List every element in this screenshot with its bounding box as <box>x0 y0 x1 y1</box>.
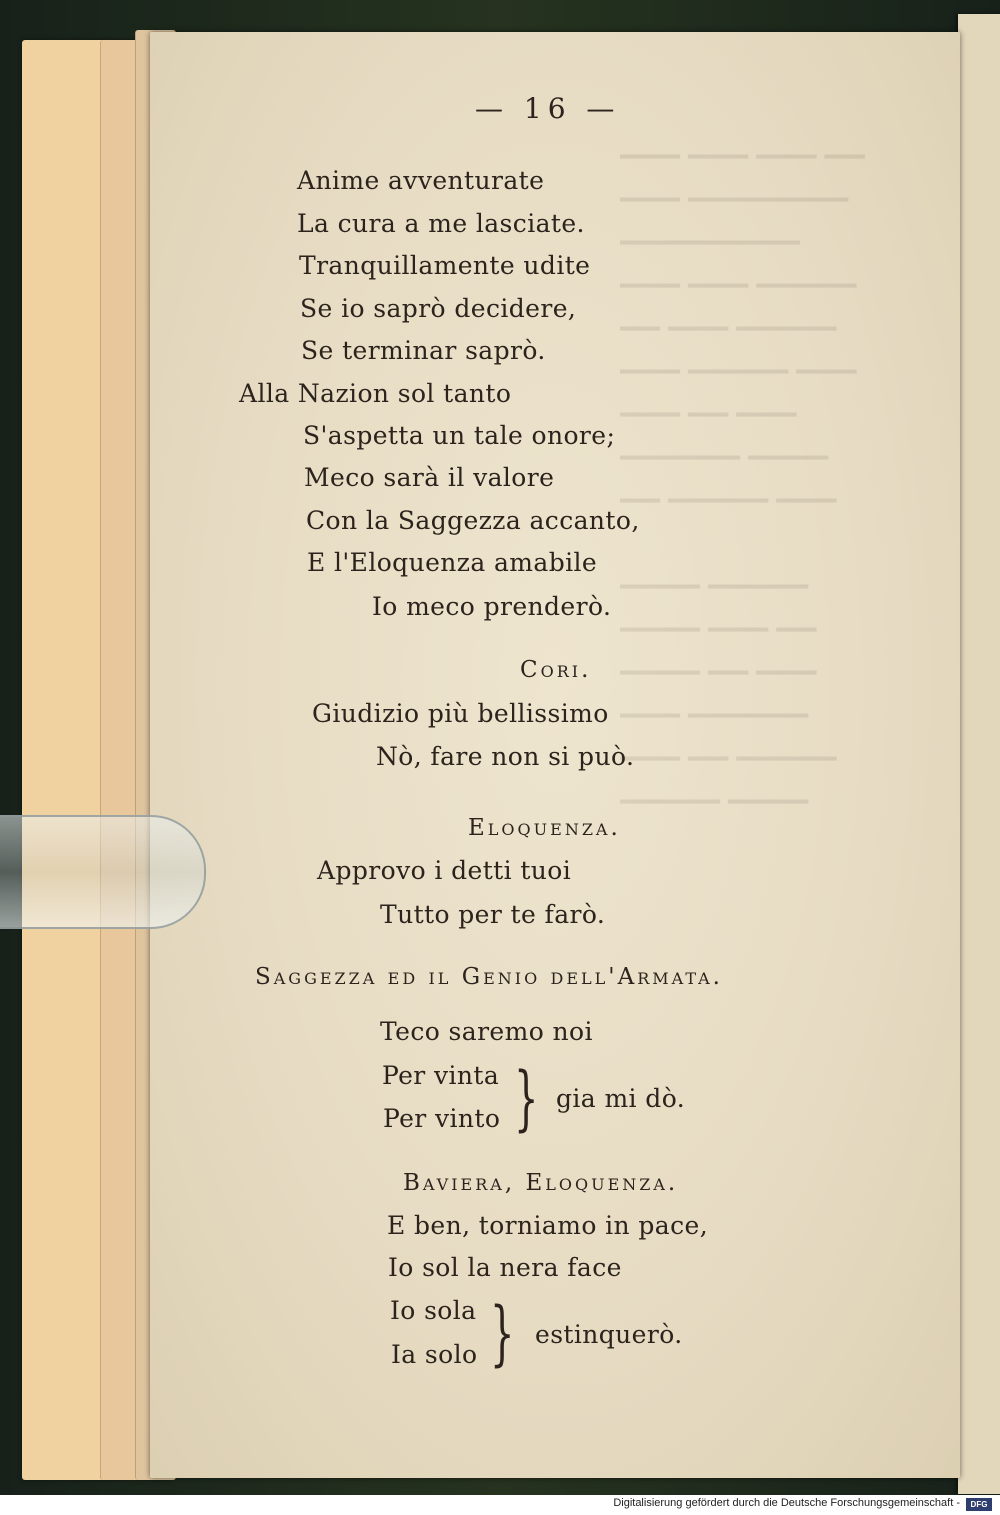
dfg-logo-icon: DFG <box>966 1498 992 1511</box>
verse-line: Con la Saggezza accanto, <box>306 506 640 535</box>
verse-line: E ben, torniamo in pace, <box>387 1211 709 1240</box>
verse-line: S'aspetta un tale onore; <box>303 421 616 450</box>
verse-line: Se io saprò decidere, <box>300 294 577 323</box>
verse-line: Io sola <box>390 1296 477 1325</box>
verse-line: Tutto per te farò. <box>380 900 606 929</box>
verse-line: gia mi dò. <box>556 1084 686 1113</box>
verse-line: Ia solo <box>391 1340 478 1369</box>
verse-line: Tranquillamente udite <box>299 251 591 280</box>
verse-line: Io sol la nera face <box>388 1253 622 1282</box>
verse-line: Alla Nazion sol tanto <box>239 379 512 408</box>
verse-line: Meco sarà il valore <box>304 463 555 492</box>
verse-line: Teco saremo noi <box>380 1017 593 1046</box>
verse-line: E l'Eloquenza amabile <box>307 548 598 577</box>
verse-line: estinquerò. <box>535 1320 683 1349</box>
page-number: — 16 — <box>475 92 621 125</box>
speaker-heading: Cori. <box>520 657 592 683</box>
verse-line: Giudizio più bellissimo <box>312 699 609 728</box>
verse-line: Per vinta <box>382 1061 500 1090</box>
verse-line: Approvo i detti tuoi <box>317 856 572 885</box>
footer-credit: Digitalisierung gefördert durch die Deutsche Forschungsgemeinschaft - <box>613 1497 960 1509</box>
speaker-heading: Baviera, Eloquenza. <box>403 1170 679 1196</box>
verse-line: Anime avventurate <box>297 166 545 195</box>
verse-line: Io meco prenderò. <box>372 592 612 621</box>
brace-icon: } <box>514 1057 539 1139</box>
verse-line: Per vinto <box>383 1104 501 1133</box>
speaker-heading: Saggezza ed il Genio dell'Armata. <box>255 964 723 990</box>
verse-line: La cura a me lasciate. <box>297 209 585 238</box>
speaker-heading: Eloquenza. <box>468 815 621 841</box>
verse-line: Nò, fare non si può. <box>376 742 635 771</box>
next-page-edge <box>958 14 1000 1494</box>
verse-line: Se terminar saprò. <box>301 336 546 365</box>
brace-icon: } <box>490 1292 515 1374</box>
footer-bar <box>0 1495 1000 1515</box>
page-clip <box>0 815 206 929</box>
